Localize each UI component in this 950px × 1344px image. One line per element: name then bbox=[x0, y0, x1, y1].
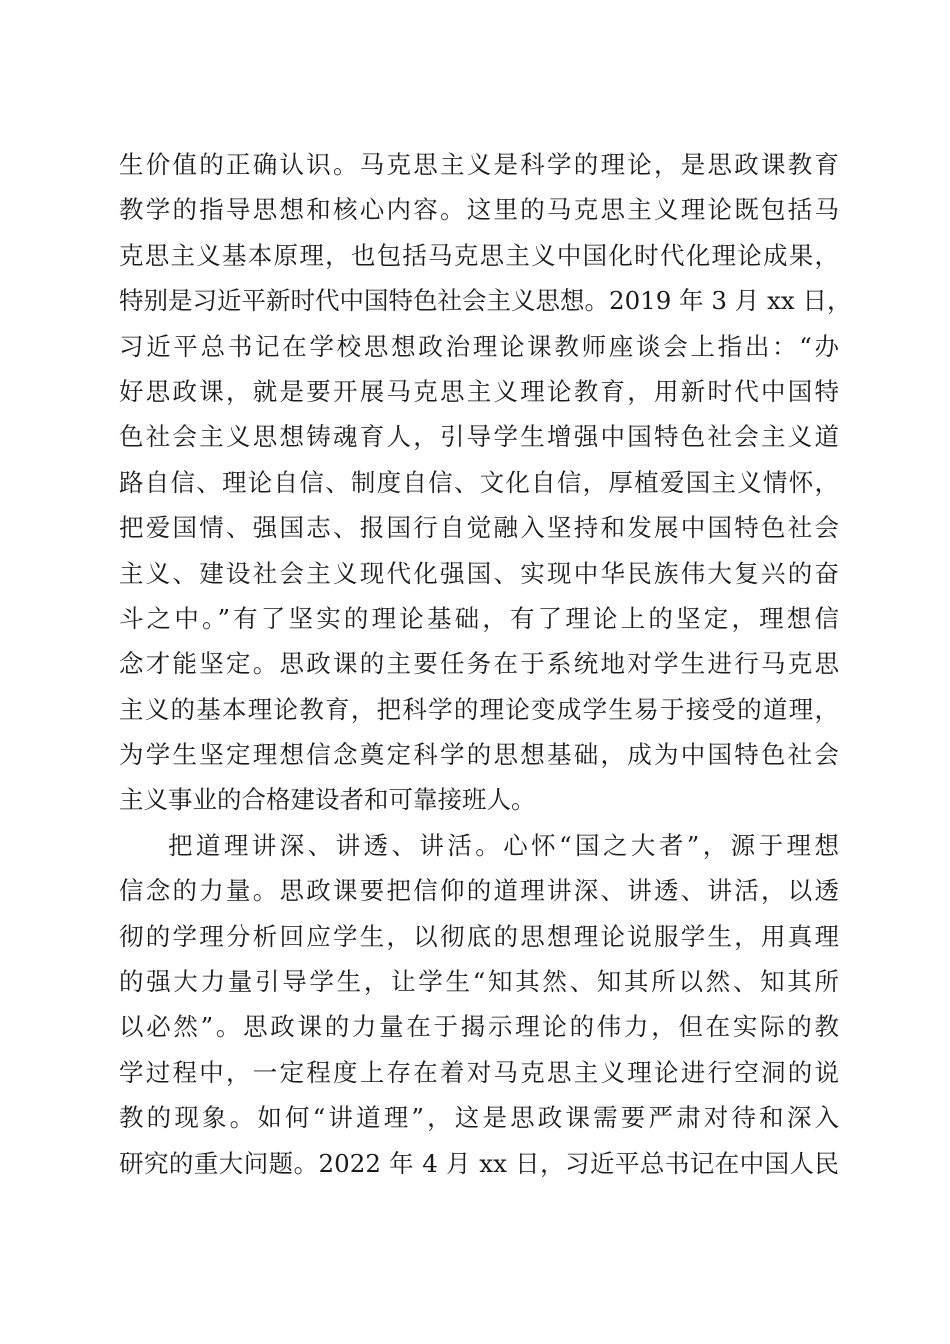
text-line: 念才能坚定。思政课的主要任务在于系统地对学生进行马克思 bbox=[119, 649, 839, 679]
paragraph-2 bbox=[119, 823, 839, 1186]
text-line: 把爱国情、强国志、报国行自觉融入坚持和发展中国特色社会 bbox=[119, 513, 839, 543]
text-line: 特别是习近平新时代中国特色社会主义思想。2019 年 3 月 xx 日， bbox=[119, 286, 852, 316]
text-line: 路自信、理论自信、制度自信、文化自信，厚植爱国主义情怀， bbox=[119, 467, 839, 497]
text-line: 主义的基本理论教育，把科学的理论变成学生易于接受的道理， bbox=[119, 694, 839, 724]
text-line: 斗之中。”有了坚实的理论基础，有了理论上的坚定，理想信 bbox=[119, 603, 839, 633]
text-line: 习近平总书记在学校思想政治理论课教师座谈会上指出：“办 bbox=[119, 331, 839, 361]
text-line: 把道理讲深、讲透、讲活。心怀“国之大者”，源于理想 bbox=[168, 830, 839, 860]
text-line: 主义、建设社会主义现代化强国、实现中华民族伟大复兴的奋 bbox=[119, 558, 839, 588]
text-line: 教的现象。如何“讲道理”，这是思政课需要严肃对待和深入 bbox=[119, 1103, 839, 1133]
text-line: 信念的力量。思政课要把信仰的道理讲深、讲透、讲活，以透 bbox=[119, 876, 839, 906]
text-line: 的强大力量引导学生，让学生“知其然、知其所以然、知其所 bbox=[119, 967, 839, 997]
text-line: 生价值的正确认识。马克思主义是科学的理论，是思政课教育 bbox=[119, 150, 839, 179]
text-line: 彻的学理分析回应学生，以彻底的思想理论说服学生，用真理 bbox=[119, 921, 839, 951]
text-line: 色社会主义思想铸魂育人，引导学生增强中国特色社会主义道 bbox=[119, 422, 839, 452]
paragraph-1 bbox=[119, 142, 852, 823]
text-line: 主义事业的合格建设者和可靠接班人。 bbox=[119, 785, 536, 815]
document-body bbox=[119, 142, 852, 1186]
text-line: 学过程中，一定程度上存在着对马克思主义理论进行空洞的说 bbox=[119, 1057, 839, 1087]
text-line: 以必然”。思政课的力量在于揭示理论的伟力，但在实际的教 bbox=[119, 1012, 839, 1042]
text-line: 教学的指导思想和核心内容。这里的马克思主义理论既包括马 bbox=[119, 195, 839, 225]
text-line: 克思主义基本原理，也包括马克思主义中国化时代化理论成果， bbox=[119, 240, 839, 270]
text-line: 为学生坚定理想信念奠定科学的思想基础，成为中国特色社会 bbox=[119, 740, 839, 770]
text-line: 好思政课，就是要开展马克思主义理论教育，用新时代中国特 bbox=[119, 376, 839, 406]
text-line: 研究的重大问题。2022 年 4 月 xx 日，习近平总书记在中国人民 bbox=[119, 1148, 839, 1178]
